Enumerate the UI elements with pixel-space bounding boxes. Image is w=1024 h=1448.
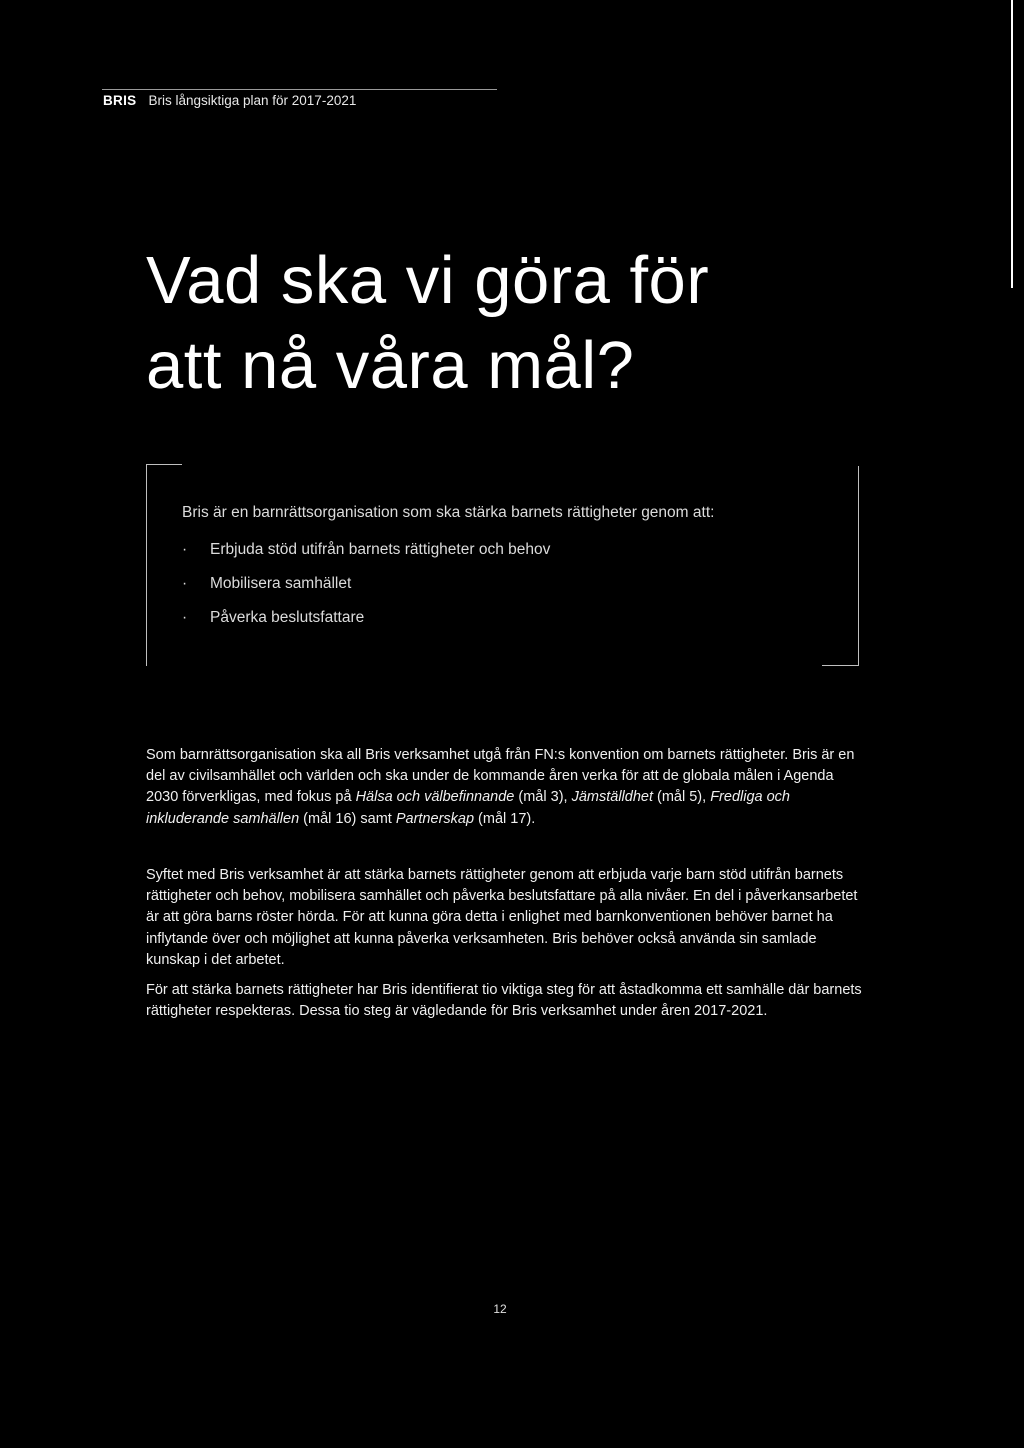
page-title (146, 238, 709, 408)
list-item (182, 608, 550, 628)
callout-bracket-right (822, 466, 859, 666)
text-run: (mål 16) samt (299, 810, 396, 827)
header-rule (102, 89, 497, 90)
text-run: Som barnrättsorganisation ska all Bris verksamhet utgå från FN:s konvention om barnets rättigheter. Bris är en del av civilsamhället och världen och ska under de kommande åren verka för att de globala målen i Agenda 2030 förverkligas, med fokus på (146, 747, 855, 806)
body-paragraph-1 (146, 745, 862, 830)
list-item (182, 540, 550, 560)
bullet-icon: · (182, 575, 188, 592)
document-title: Bris långsiktiga plan för 2017-2021 (148, 93, 357, 108)
list-item (182, 574, 550, 594)
emphasis-goal-5: Jämställdhet (571, 789, 653, 806)
page-number: 12 (493, 1302, 507, 1316)
text-run: (mål 5), (652, 789, 711, 806)
body-paragraph-2: Syftet med Bris verksamhet är att stärka barnets rättigheter genom att erbjuda varje barn stöd utifrån barnets rättigheter och behov, mobilisera samhället och påverka beslutsfattare på alla nivåer. En del i påverkansarbetet är att göra barns röster hörda. För att kunna göra detta i enlighet med barnkonventionen behöver barnet ha inflytande över och möjlighet att kunna påverka verksamheten. Bris behöver också använda sin samlade kunskap i det arbetet. (146, 867, 858, 968)
list-item-text: Mobilisera samhället (210, 575, 352, 592)
bullet-icon: · (182, 541, 188, 558)
list-item-text: Erbjuda stöd utifrån barnets rättigheter och behov (210, 541, 551, 558)
list-item-text: Påverka beslutsfattare (210, 609, 365, 626)
body-paragraph-3: För att stärka barnets rättigheter har Bris identifierat tio viktiga steg för att åstadkomma ett samhälle där barnets rättigheter respekteras. Dessa tio steg är vägledande för Bris verksamhet under åren 2017-2021. (146, 982, 862, 1020)
text-run: (mål 17). (474, 810, 536, 827)
emphasis-goal-3: Hälsa och välbefinnande (355, 789, 515, 806)
callout-intro: Bris är en barnrättsorganisation som ska stärka barnets rättigheter genom att: (182, 504, 715, 521)
callout-list (182, 540, 550, 642)
text-run: (mål 3), (514, 789, 572, 806)
brand-logo: BRIS (103, 93, 137, 108)
page-title-line-2: att nå våra mål? (146, 328, 635, 403)
edge-marker-line (1011, 0, 1013, 288)
emphasis-goal-17: Partnerskap (395, 810, 475, 827)
callout-bracket-left (146, 464, 182, 666)
emphasis-goal-16: Fredliga och inkluderande samhällen (146, 789, 790, 827)
running-header (103, 92, 356, 110)
page-title-line-1: Vad ska vi göra för (146, 243, 710, 318)
bullet-icon: · (182, 609, 188, 626)
